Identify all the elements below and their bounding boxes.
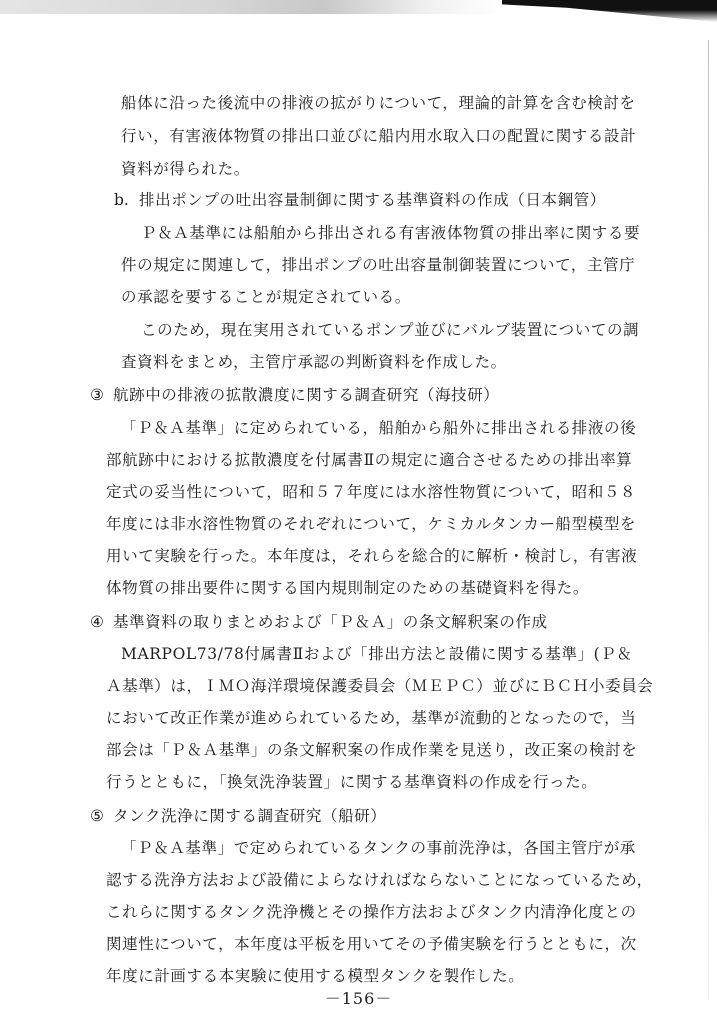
item-4-heading: 基準資料の取りまとめおよび「Ｐ＆Ａ」の条文解釈案の作成	[113, 613, 548, 631]
item-5-heading: タンク洗浄に関する調査研究（船研）	[113, 807, 387, 825]
item-3-marker: ③	[90, 386, 104, 404]
page-number: －156－	[324, 989, 393, 1008]
body-line: MARPOL73/78付属書Ⅱおよび「排出方法と設備に関する基準」(Ｐ＆	[121, 645, 633, 663]
item-b-heading: 排出ポンプの吐出容量制御に関する基準資料の作成（日本鋼管）	[139, 191, 606, 209]
body-line: 部会は「Ｐ＆Ａ基準」の条文解釈案の作成作業を見送り，改正案の検討を	[106, 741, 638, 759]
item-3-heading: 航跡中の排液の拡散濃度に関する調査研究（海技研）	[113, 386, 500, 404]
body-line: 部航跡中における拡散濃度を付属書Ⅱの規定に適合させるための排出率算	[106, 451, 633, 469]
body-line: において改正作業が進められているため，基準が流動的となったので，当	[106, 709, 637, 727]
body-line: 査資料をまとめ，主管庁承認の判断資料を作成した。	[121, 353, 507, 371]
body-line: Ｐ＆Ａ基準には船舶から排出される有害液体物質の排出率に関する要	[141, 224, 641, 242]
body-line: 行うとともに，「換気洗浄装置」に関する基準資料の作成を行った。	[106, 773, 598, 791]
body-line: 体物質の排出要件に関する国内規則制定のための基礎資料を得た。	[106, 579, 590, 597]
body-line: 認する洗浄方法および設備によらなければならないことになっているため，	[106, 871, 653, 889]
body-line: これらに関するタンク洗浄機とその操作方法およびタンク内清浄化度との	[106, 903, 637, 921]
item-4-marker: ④	[90, 613, 104, 631]
body-line: 定式の妥当性について，昭和５７年度には水溶性物質について，昭和５８	[106, 483, 637, 501]
body-line: 件の規定に関連して，排出ポンプの吐出容量制御装置について，主管庁	[121, 256, 636, 274]
item-b-marker: b.	[114, 191, 129, 209]
body-line: Ａ基準）は，ＩＭＯ海洋環境保護委員会（ＭＥＰＣ）並びにＢＣＨ小委員会	[106, 677, 654, 695]
scan-edge-right	[708, 40, 709, 1000]
body-line: 年度に計画する本実験に使用する模型タンクを製作した。	[106, 967, 525, 985]
body-line: 船体に沿った後流中の排液の拡がりについて，理論的計算を含む検討を	[121, 94, 636, 112]
body-line: の承認を要することが規定されている。	[121, 288, 411, 306]
body-line: 年度には非水溶性物質のそれぞれについて，ケミカルタンカー船型模型を	[106, 515, 637, 533]
body-line: 関連性について，本年度は平板を用いてその予備実験を行うとともに，次	[106, 935, 637, 953]
body-line: 資料が得られた。	[121, 160, 250, 178]
item-5-marker: ⑤	[90, 807, 104, 825]
body-line: このため，現在実用されているポンプ並びにバルブ装置についての調	[141, 321, 640, 339]
body-line: 「Ｐ＆Ａ基準」で定められているタンクの事前洗浄は，各国主管庁が承	[121, 839, 636, 857]
body-line: 行い，有害液体物質の排出口並びに船内用水取入口の配置に関する設計	[121, 127, 637, 145]
body-line: 用いて実験を行った。本年度は，それらを総合的に解析・検討し，有害液	[106, 547, 638, 565]
body-line: 「Ｐ＆Ａ基準」に定められている，船舶から船外に排出される排液の後	[121, 419, 637, 437]
